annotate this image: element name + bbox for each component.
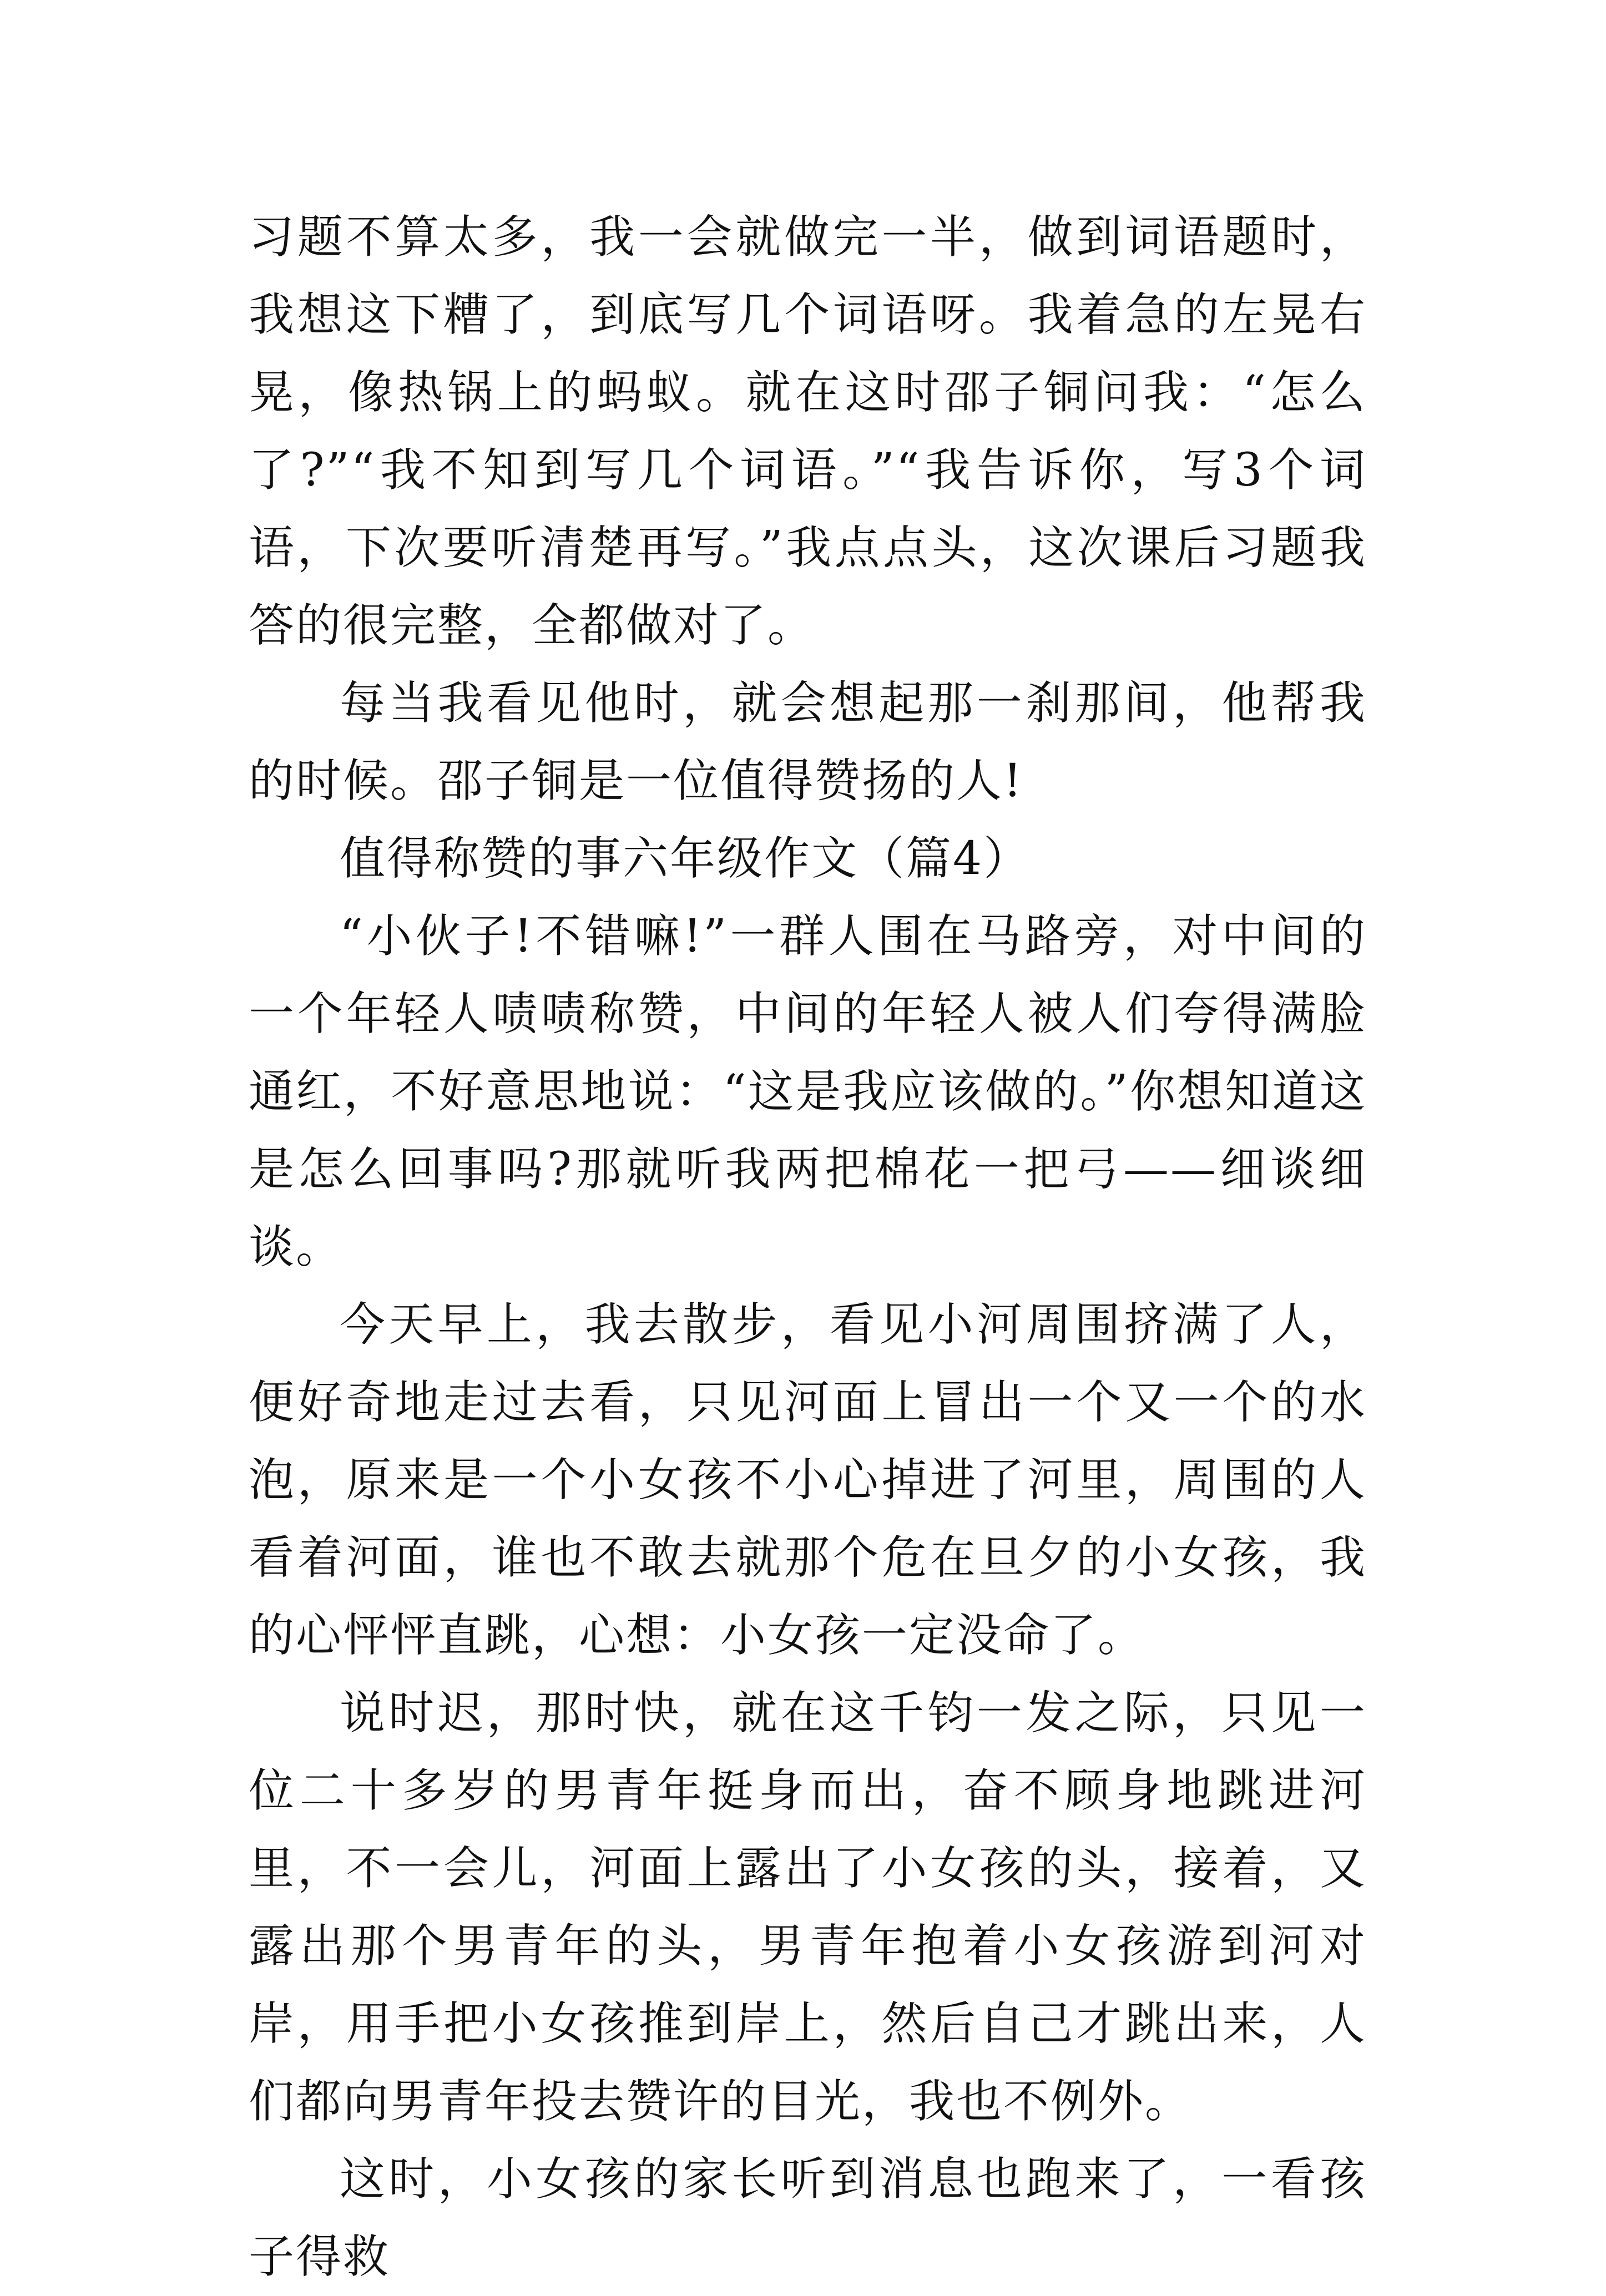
paragraph-1: 习题不算太多，我一会就做完一半，做到词语题时，我想这下糟了，到底写几个词语呀。我着急的左晃右晃，像热锅上的蚂蚁。就在这时邵子铜问我：“怎么了?”“我不知到写几个词语。”“我告诉你，写3个词语，下次要听清楚再写。”我点点头，这次课后习题我答的很完整，全都做对了。 <box>249 211 1367 652</box>
paragraph-6: 说时迟，那时快，就在这千钧一发之际，只见一位二十多岁的男青年挺身而出，奋不顾身地跳进河里，不一会儿，河面上露出了小女孩的头，接着，又露出那个男青年的头，男青年抱着小女孩游到河对岸，用手把小女孩推到岸上，然后自己才跳出来，人们都向男青年投去赞许的目光，我也不例外。 <box>249 1687 1367 2128</box>
document-body <box>249 199 1367 2296</box>
section-heading: 值得称赞的事六年级作文（篇4） <box>340 832 1031 885</box>
paragraph-4: “小伙子!不错嘛!”一群人围在马路旁，对中间的一个年轻人啧啧称赞，中间的年轻人被人们夸得满脸通红，不好意思地说：“这是我应该做的。”你想知道这是怎么回事吗?那就听我两把棉花一把弓——细谈细谈。 <box>249 910 1367 1273</box>
paragraph-2: 每当我看见他时，就会想起那一刹那间，他帮我的时候。邵子铜是一位值得赞扬的人! <box>249 677 1367 807</box>
paragraph-7: 这时，小女孩的家长听到消息也跑来了，一看孩子得救 <box>249 2153 1367 2283</box>
paragraph-5: 今天早上，我去散步，看见小河周围挤满了人，便好奇地走过去看，只见河面上冒出一个又一个的水泡，原来是一个小女孩不小心掉进了河里，周围的人看着河面，谁也不敢去就那个危在旦夕的小女孩，我的心怦怦直跳，心想：小女孩一定没命了。 <box>249 1298 1367 1662</box>
